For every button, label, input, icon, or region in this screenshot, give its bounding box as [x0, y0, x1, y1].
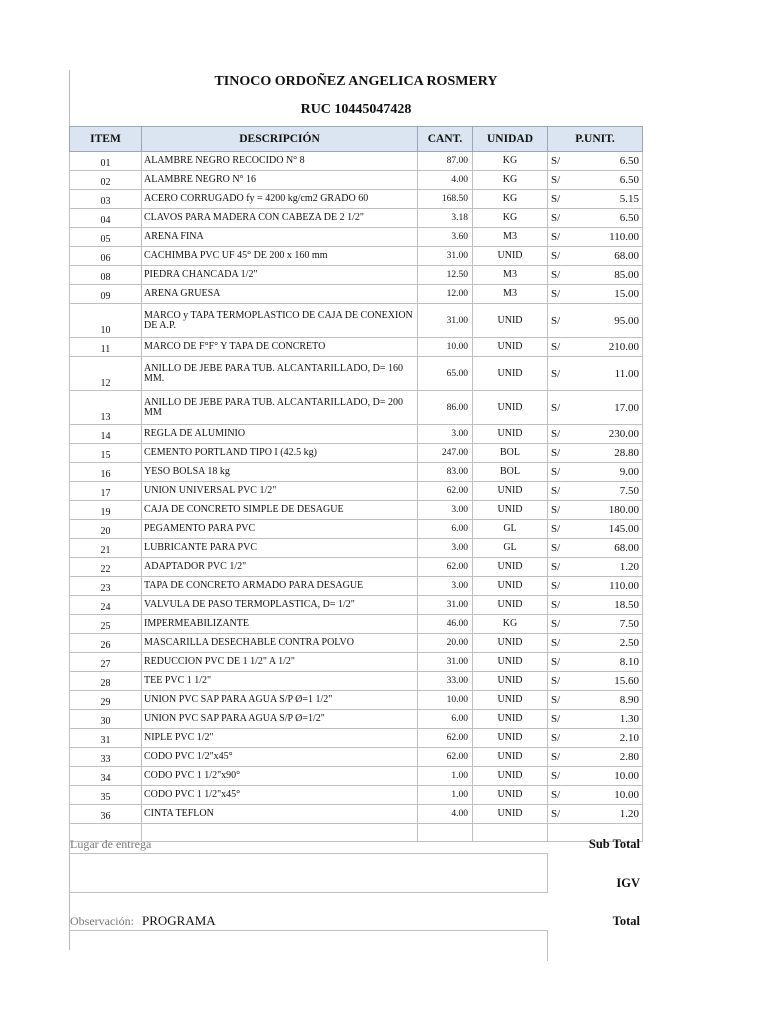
row-unit-price — [548, 691, 643, 710]
currency-symbol: S/ — [551, 341, 561, 353]
currency-symbol: S/ — [551, 504, 561, 516]
currency-symbol: S/ — [551, 808, 561, 820]
currency-symbol: S/ — [551, 447, 561, 459]
row-item-number: 11 — [70, 338, 142, 357]
currency-symbol: S/ — [551, 269, 561, 281]
row-unit-price — [548, 520, 643, 539]
price-amount: 230.00 — [608, 428, 639, 440]
row-item-number: 22 — [70, 558, 142, 577]
row-description: ACERO CORRUGADO fy = 4200 kg/cm2 GRADO 60 — [142, 190, 418, 209]
table-row — [70, 285, 643, 304]
row-unit-price — [548, 304, 643, 338]
row-unit: KG — [473, 190, 548, 209]
observation-value: PROGRAMA — [142, 913, 216, 928]
price-amount: 18.50 — [614, 599, 639, 611]
row-unit-price — [548, 338, 643, 357]
row-unit-price — [548, 501, 643, 520]
row-unit: BOL — [473, 444, 548, 463]
price-amount: 68.00 — [614, 542, 639, 554]
row-item-number: 12 — [70, 357, 142, 391]
currency-symbol: S/ — [551, 599, 561, 611]
price-amount: 11.00 — [614, 367, 639, 380]
price-amount: 180.00 — [608, 504, 639, 516]
row-quantity: 31.00 — [418, 247, 473, 266]
row-description: REGLA DE ALUMINIO — [142, 425, 418, 444]
price-amount: 28.80 — [614, 447, 639, 459]
row-description: PIEDRA CHANCADA 1/2" — [142, 266, 418, 285]
row-unit: UNID — [473, 748, 548, 767]
row-quantity: 3.00 — [418, 425, 473, 444]
price-amount: 5.15 — [619, 193, 639, 205]
price-amount: 1.30 — [619, 713, 639, 725]
row-item-number: 24 — [70, 596, 142, 615]
row-unit: UNID — [473, 672, 548, 691]
row-description: NIPLE PVC 1/2" — [142, 729, 418, 748]
row-unit-price — [548, 266, 643, 285]
row-item-number: 20 — [70, 520, 142, 539]
currency-symbol: S/ — [551, 618, 561, 630]
currency-symbol: S/ — [551, 231, 561, 243]
row-unit: UNID — [473, 425, 548, 444]
row-description: ARENA FINA — [142, 228, 418, 247]
row-unit: UNID — [473, 786, 548, 805]
row-unit: UNID — [473, 653, 548, 672]
row-unit-price — [548, 805, 643, 824]
row-quantity: 87.00 — [418, 152, 473, 171]
currency-symbol: S/ — [551, 770, 561, 782]
row-unit: UNID — [473, 577, 548, 596]
currency-symbol: S/ — [551, 367, 561, 380]
delivery-place-label: Lugar de entrega — [70, 837, 152, 851]
price-amount: 17.00 — [614, 401, 639, 414]
row-quantity: 12.50 — [418, 266, 473, 285]
row-description: UNION UNIVERSAL PVC 1/2" — [142, 482, 418, 501]
currency-symbol: S/ — [551, 250, 561, 262]
row-unit: KG — [473, 171, 548, 190]
column-header-quantity: CANT. — [418, 127, 473, 152]
currency-symbol: S/ — [551, 751, 561, 763]
row-description: ARENA GRUESA — [142, 285, 418, 304]
row-description: LUBRICANTE PARA PVC — [142, 539, 418, 558]
table-row-empty — [70, 824, 643, 842]
table-row — [70, 615, 643, 634]
column-header-unit-price: P.UNIT. — [548, 127, 643, 152]
currency-symbol: S/ — [551, 732, 561, 744]
row-quantity: 86.00 — [418, 391, 473, 425]
table-row — [70, 266, 643, 285]
row-unit-price — [548, 558, 643, 577]
items-table — [69, 126, 643, 842]
row-unit: M3 — [473, 285, 548, 304]
row-item-number: 25 — [70, 615, 142, 634]
table-row — [70, 691, 643, 710]
row-item-number: 33 — [70, 748, 142, 767]
price-amount: 6.50 — [619, 155, 639, 167]
column-header-description: DESCRIPCIÓN — [142, 127, 418, 152]
price-amount: 15.00 — [614, 288, 639, 300]
column-header-unit: UNIDAD — [473, 127, 548, 152]
row-quantity: 12.00 — [418, 285, 473, 304]
currency-symbol: S/ — [551, 485, 561, 497]
row-unit: UNID — [473, 558, 548, 577]
row-item-number: 08 — [70, 266, 142, 285]
row-description: MARCO DE F°F° Y TAPA DE CONCRETO — [142, 338, 418, 357]
row-unit-price — [548, 152, 643, 171]
row-quantity: 10.00 — [418, 338, 473, 357]
row-unit-price — [548, 285, 643, 304]
row-unit: GL — [473, 520, 548, 539]
row-description: ALAMBRE NEGRO RECOCIDO N° 8 — [142, 152, 418, 171]
row-unit-price — [548, 767, 643, 786]
row-unit-price — [548, 577, 643, 596]
table-row — [70, 805, 643, 824]
row-unit-price — [548, 247, 643, 266]
row-unit: KG — [473, 615, 548, 634]
row-description: PEGAMENTO PARA PVC — [142, 520, 418, 539]
row-item-number: 04 — [70, 209, 142, 228]
row-item-number: 29 — [70, 691, 142, 710]
row-unit-price — [548, 357, 643, 391]
price-amount: 15.60 — [614, 675, 639, 687]
row-unit-price — [548, 615, 643, 634]
table-row — [70, 539, 643, 558]
total-label: Total — [612, 914, 640, 928]
row-item-number: 13 — [70, 391, 142, 425]
table-row — [70, 391, 643, 425]
row-description: ALAMBRE NEGRO N° 16 — [142, 171, 418, 190]
table-body — [70, 152, 643, 842]
observation-label: Observación: — [70, 914, 134, 928]
row-unit: M3 — [473, 266, 548, 285]
currency-symbol: S/ — [551, 155, 561, 167]
table-row — [70, 425, 643, 444]
row-unit-price — [548, 653, 643, 672]
row-item-number: 23 — [70, 577, 142, 596]
row-quantity: 20.00 — [418, 634, 473, 653]
row-description: CLAVOS PARA MADERA CON CABEZA DE 2 1/2" — [142, 209, 418, 228]
row-unit: UNID — [473, 596, 548, 615]
row-quantity: 247.00 — [418, 444, 473, 463]
subtotal-label: Sub Total — [588, 837, 640, 851]
table-row — [70, 228, 643, 247]
row-unit-price — [548, 748, 643, 767]
row-unit: UNID — [473, 304, 548, 338]
row-item-number: 16 — [70, 463, 142, 482]
table-row — [70, 463, 643, 482]
price-amount: 8.90 — [619, 694, 639, 706]
row-unit-price — [548, 672, 643, 691]
currency-symbol: S/ — [551, 288, 561, 300]
row-unit: UNID — [473, 710, 548, 729]
table-row — [70, 558, 643, 577]
row-description: CACHIMBA PVC UF 45° DE 200 x 160 mm — [142, 247, 418, 266]
row-unit: M3 — [473, 228, 548, 247]
table-row — [70, 304, 643, 338]
table-row — [70, 209, 643, 228]
row-item-number: 09 — [70, 285, 142, 304]
price-amount: 110.00 — [609, 580, 639, 592]
row-item-number: 27 — [70, 653, 142, 672]
currency-symbol: S/ — [551, 314, 561, 327]
price-amount: 95.00 — [614, 314, 639, 327]
row-item-number: 36 — [70, 805, 142, 824]
table-row — [70, 520, 643, 539]
row-quantity: 3.18 — [418, 209, 473, 228]
price-amount: 2.80 — [619, 751, 639, 763]
price-amount: 85.00 — [614, 269, 639, 281]
row-item-number: 28 — [70, 672, 142, 691]
currency-symbol: S/ — [551, 675, 561, 687]
company-name: TINOCO ORDOÑEZ ANGELICA ROSMERY — [214, 74, 498, 89]
currency-symbol: S/ — [551, 656, 561, 668]
row-unit-price — [548, 463, 643, 482]
currency-symbol: S/ — [551, 523, 561, 535]
row-description: CEMENTO PORTLAND TIPO I (42.5 kg) — [142, 444, 418, 463]
price-amount: 6.50 — [619, 212, 639, 224]
row-unit-price — [548, 539, 643, 558]
table-header-row — [70, 127, 643, 152]
currency-symbol: S/ — [551, 542, 561, 554]
table-row — [70, 190, 643, 209]
table-row — [70, 247, 643, 266]
table-row — [70, 729, 643, 748]
currency-symbol: S/ — [551, 466, 561, 478]
row-unit: UNID — [473, 482, 548, 501]
row-item-number: 30 — [70, 710, 142, 729]
row-item-number: 10 — [70, 304, 142, 338]
row-description: TEE PVC 1 1/2" — [142, 672, 418, 691]
row-unit-price — [548, 786, 643, 805]
row-quantity: 1.00 — [418, 786, 473, 805]
row-quantity: 168.50 — [418, 190, 473, 209]
row-unit-price — [548, 729, 643, 748]
price-amount: 145.00 — [608, 523, 639, 535]
row-unit-price — [548, 425, 643, 444]
table-row — [70, 672, 643, 691]
delivery-place-box[interactable] — [69, 853, 548, 893]
row-quantity: 31.00 — [418, 596, 473, 615]
table-row — [70, 338, 643, 357]
row-quantity: 62.00 — [418, 729, 473, 748]
price-amount: 7.50 — [619, 485, 639, 497]
row-quantity: 46.00 — [418, 615, 473, 634]
price-amount: 210.00 — [608, 341, 639, 353]
currency-symbol: S/ — [551, 694, 561, 706]
price-amount: 68.00 — [614, 250, 639, 262]
price-amount: 1.20 — [619, 808, 639, 820]
price-amount: 9.00 — [619, 466, 639, 478]
row-unit-price — [548, 596, 643, 615]
row-quantity: 6.00 — [418, 710, 473, 729]
row-description: IMPERMEABILIZANTE — [142, 615, 418, 634]
row-unit-price — [548, 391, 643, 425]
row-description: ANILLO DE JEBE PARA TUB. ALCANTARILLADO, D= 200 MM — [142, 391, 418, 425]
table-row — [70, 357, 643, 391]
row-quantity: 62.00 — [418, 558, 473, 577]
row-quantity: 3.60 — [418, 228, 473, 247]
row-unit-price — [548, 710, 643, 729]
currency-symbol: S/ — [551, 561, 561, 573]
row-quantity: 3.00 — [418, 501, 473, 520]
table-row — [70, 501, 643, 520]
row-unit: UNID — [473, 634, 548, 653]
row-unit: GL — [473, 539, 548, 558]
igv-label: IGV — [616, 876, 640, 890]
column-header-item: ITEM — [70, 127, 142, 152]
price-amount: 10.00 — [614, 789, 639, 801]
row-description: ANILLO DE JEBE PARA TUB. ALCANTARILLADO, D= 160 MM. — [142, 357, 418, 391]
row-description: YESO BOLSA 18 kg — [142, 463, 418, 482]
table-row — [70, 444, 643, 463]
row-unit: UNID — [473, 691, 548, 710]
currency-symbol: S/ — [551, 428, 561, 440]
row-unit-price — [548, 228, 643, 247]
row-unit-price — [548, 190, 643, 209]
row-quantity: 4.00 — [418, 171, 473, 190]
row-item-number: 26 — [70, 634, 142, 653]
currency-symbol: S/ — [551, 401, 561, 414]
row-quantity: 62.00 — [418, 482, 473, 501]
table-row — [70, 634, 643, 653]
row-item-number: 17 — [70, 482, 142, 501]
empty-cell — [473, 824, 548, 842]
table-row — [70, 152, 643, 171]
row-quantity: 83.00 — [418, 463, 473, 482]
row-description: TAPA DE CONCRETO ARMADO PARA DESAGUE — [142, 577, 418, 596]
table-row — [70, 482, 643, 501]
table-row — [70, 786, 643, 805]
row-unit-price — [548, 171, 643, 190]
row-quantity: 4.00 — [418, 805, 473, 824]
row-unit: KG — [473, 209, 548, 228]
row-item-number: 19 — [70, 501, 142, 520]
price-amount: 8.10 — [619, 656, 639, 668]
row-unit-price — [548, 209, 643, 228]
row-item-number: 03 — [70, 190, 142, 209]
price-amount: 2.50 — [619, 637, 639, 649]
row-description: VALVULA DE PASO TERMOPLASTICA, D= 1/2" — [142, 596, 418, 615]
row-description: MARCO y TAPA TERMOPLASTICO DE CAJA DE CONEXION DE A.P. — [142, 304, 418, 338]
company-ruc: RUC 10445047428 — [300, 102, 412, 117]
row-unit: UNID — [473, 501, 548, 520]
row-unit: BOL — [473, 463, 548, 482]
price-amount: 6.50 — [619, 174, 639, 186]
row-item-number: 34 — [70, 767, 142, 786]
row-item-number: 01 — [70, 152, 142, 171]
row-quantity: 65.00 — [418, 357, 473, 391]
row-unit: UNID — [473, 357, 548, 391]
table-row — [70, 767, 643, 786]
price-amount: 7.50 — [619, 618, 639, 630]
table-row — [70, 653, 643, 672]
row-unit-price — [548, 634, 643, 653]
row-quantity: 3.00 — [418, 539, 473, 558]
row-unit-price — [548, 444, 643, 463]
row-description: ADAPTADOR PVC 1/2" — [142, 558, 418, 577]
row-quantity: 10.00 — [418, 691, 473, 710]
row-unit: UNID — [473, 729, 548, 748]
row-quantity: 1.00 — [418, 767, 473, 786]
row-description: CODO PVC 1 1/2"x90° — [142, 767, 418, 786]
currency-symbol: S/ — [551, 174, 561, 186]
row-description: MASCARILLA DESECHABLE CONTRA POLVO — [142, 634, 418, 653]
row-item-number: 21 — [70, 539, 142, 558]
row-quantity: 33.00 — [418, 672, 473, 691]
table-row — [70, 596, 643, 615]
row-item-number: 35 — [70, 786, 142, 805]
row-description: CODO PVC 1 1/2"x45° — [142, 786, 418, 805]
row-item-number: 15 — [70, 444, 142, 463]
empty-cell — [142, 824, 418, 842]
row-quantity: 3.00 — [418, 577, 473, 596]
row-description: UNION PVC SAP PARA AGUA S/P Ø=1/2" — [142, 710, 418, 729]
row-unit: UNID — [473, 247, 548, 266]
table-row — [70, 577, 643, 596]
row-unit: KG — [473, 152, 548, 171]
currency-symbol: S/ — [551, 713, 561, 725]
row-quantity: 31.00 — [418, 653, 473, 672]
row-unit-price — [548, 482, 643, 501]
row-item-number: 14 — [70, 425, 142, 444]
row-item-number: 05 — [70, 228, 142, 247]
price-amount: 1.20 — [619, 561, 639, 573]
observation-box[interactable] — [69, 930, 548, 961]
price-amount: 2.10 — [619, 732, 639, 744]
empty-cell — [418, 824, 473, 842]
table-row — [70, 710, 643, 729]
currency-symbol: S/ — [551, 637, 561, 649]
currency-symbol: S/ — [551, 789, 561, 801]
row-unit: UNID — [473, 338, 548, 357]
row-unit: UNID — [473, 391, 548, 425]
row-description: UNION PVC SAP PARA AGUA S/P Ø=1 1/2" — [142, 691, 418, 710]
currency-symbol: S/ — [551, 193, 561, 205]
row-item-number: 31 — [70, 729, 142, 748]
currency-symbol: S/ — [551, 580, 561, 592]
row-quantity: 6.00 — [418, 520, 473, 539]
row-description: CINTA TEFLON — [142, 805, 418, 824]
table-row — [70, 171, 643, 190]
currency-symbol: S/ — [551, 212, 561, 224]
row-quantity: 31.00 — [418, 304, 473, 338]
row-unit: UNID — [473, 767, 548, 786]
price-amount: 10.00 — [614, 770, 639, 782]
row-item-number: 02 — [70, 171, 142, 190]
price-amount: 110.00 — [609, 231, 639, 243]
row-unit: UNID — [473, 805, 548, 824]
row-description: CODO PVC 1/2"x45° — [142, 748, 418, 767]
table-row — [70, 748, 643, 767]
row-item-number: 06 — [70, 247, 142, 266]
row-description: REDUCCION PVC DE 1 1/2" A 1/2" — [142, 653, 418, 672]
row-quantity: 62.00 — [418, 748, 473, 767]
row-description: CAJA DE CONCRETO SIMPLE DE DESAGUE — [142, 501, 418, 520]
